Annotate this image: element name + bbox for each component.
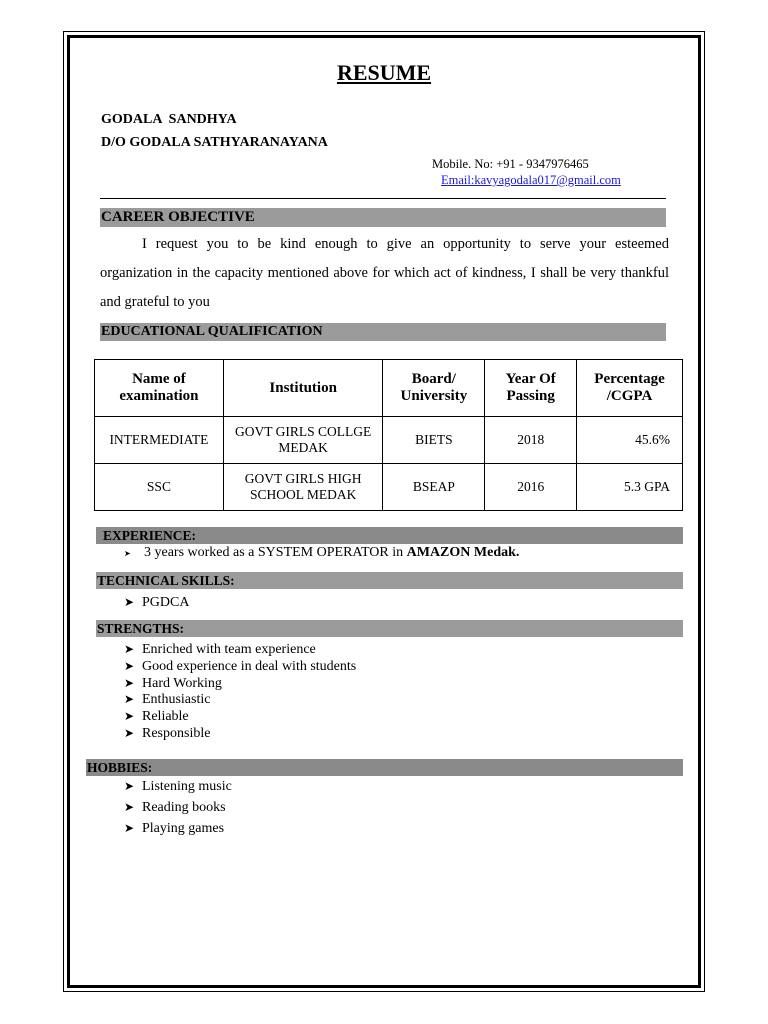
career-objective-text: I request you to be kind enough to give an opportunity to serve your esteemed organization in the capacity mentioned above for which act of kindness, I shall be very thankful and grateful to you xyxy=(100,236,669,310)
arrow-bullet-icon: ➤ xyxy=(124,676,135,690)
experience-heading: EXPERIENCE: xyxy=(103,528,197,543)
arrow-bullet-icon: ➤ xyxy=(124,726,135,740)
arrow-bullet-icon: ➤ xyxy=(124,821,135,835)
column-header: Board/ University xyxy=(383,360,485,417)
table-cell: SSC xyxy=(95,464,224,511)
experience-employer: AMAZON Medak. xyxy=(406,545,520,560)
table-cell: 2018 xyxy=(485,417,577,464)
column-header: Percentage /CGPA xyxy=(577,360,683,417)
parent-name: D/O GODALA SATHYARANAYANA xyxy=(101,135,328,150)
list-item: ➤ Good experience in deal with students xyxy=(124,659,357,674)
technical-skills-heading: TECHNICAL SKILLS: xyxy=(97,573,235,588)
table-cell: BIETS xyxy=(383,417,485,464)
arrow-bullet-icon: ➤ xyxy=(124,709,135,723)
table-row xyxy=(95,464,683,511)
table-cell: GOVT GIRLS COLLGE MEDAK xyxy=(223,417,383,464)
list-item: ➤ Hard Working xyxy=(124,676,222,691)
list-item xyxy=(124,545,519,561)
arrow-bullet-icon: ➤ xyxy=(124,549,131,558)
list-item: ➤ PGDCA xyxy=(124,595,190,610)
experience-text: 3 years worked as a SYSTEM OPERATOR in xyxy=(144,545,407,560)
strengths-bar xyxy=(96,620,683,637)
arrow-bullet-icon: ➤ xyxy=(124,659,135,673)
table-cell: INTERMEDIATE xyxy=(95,417,224,464)
strengths-heading: STRENGTHS: xyxy=(97,621,185,636)
column-header: Institution xyxy=(223,360,383,417)
table-row xyxy=(95,417,683,464)
table-header-row xyxy=(95,360,683,417)
table-cell: GOVT GIRLS HIGH SCHOOL MEDAK xyxy=(223,464,383,511)
list-item: ➤ Responsible xyxy=(124,726,211,741)
list-item: ➤ Listening music xyxy=(124,779,232,794)
list-item: ➤ Reading books xyxy=(124,800,226,815)
list-item: ➤ Enthusiastic xyxy=(124,692,211,707)
hobbies-heading: HOBBIES: xyxy=(87,760,153,775)
education-table xyxy=(94,359,683,511)
arrow-bullet-icon: ➤ xyxy=(124,595,135,609)
hobbies-bar xyxy=(86,759,683,776)
mobile-number: Mobile. No: +91 - 9347976465 xyxy=(432,157,589,171)
column-header: Name of examination xyxy=(95,360,224,417)
candidate-name: GODALA SANDHYA xyxy=(101,112,237,127)
resume-title: RESUME xyxy=(336,60,432,85)
table-cell: 5.3 GPA xyxy=(577,464,683,511)
arrow-bullet-icon: ➤ xyxy=(124,800,135,814)
arrow-bullet-icon: ➤ xyxy=(124,779,135,793)
column-header: Year Of Passing xyxy=(485,360,577,417)
table-cell: BSEAP xyxy=(383,464,485,511)
arrow-bullet-icon: ➤ xyxy=(124,692,135,706)
header-divider xyxy=(100,198,666,199)
table-cell: 2016 xyxy=(485,464,577,511)
list-item: ➤ Enriched with team experience xyxy=(124,642,316,657)
education-heading: EDUCATIONAL QUALIFICATION xyxy=(101,324,323,339)
arrow-bullet-icon: ➤ xyxy=(124,642,135,656)
email-link[interactable]: Email:kavyagodala017@gmail.com xyxy=(441,173,621,187)
list-item: ➤ Playing games xyxy=(124,821,225,836)
career-objective-heading: CAREER OBJECTIVE xyxy=(101,209,255,225)
table-cell: 45.6% xyxy=(577,417,683,464)
list-item: ➤ Reliable xyxy=(124,709,189,724)
